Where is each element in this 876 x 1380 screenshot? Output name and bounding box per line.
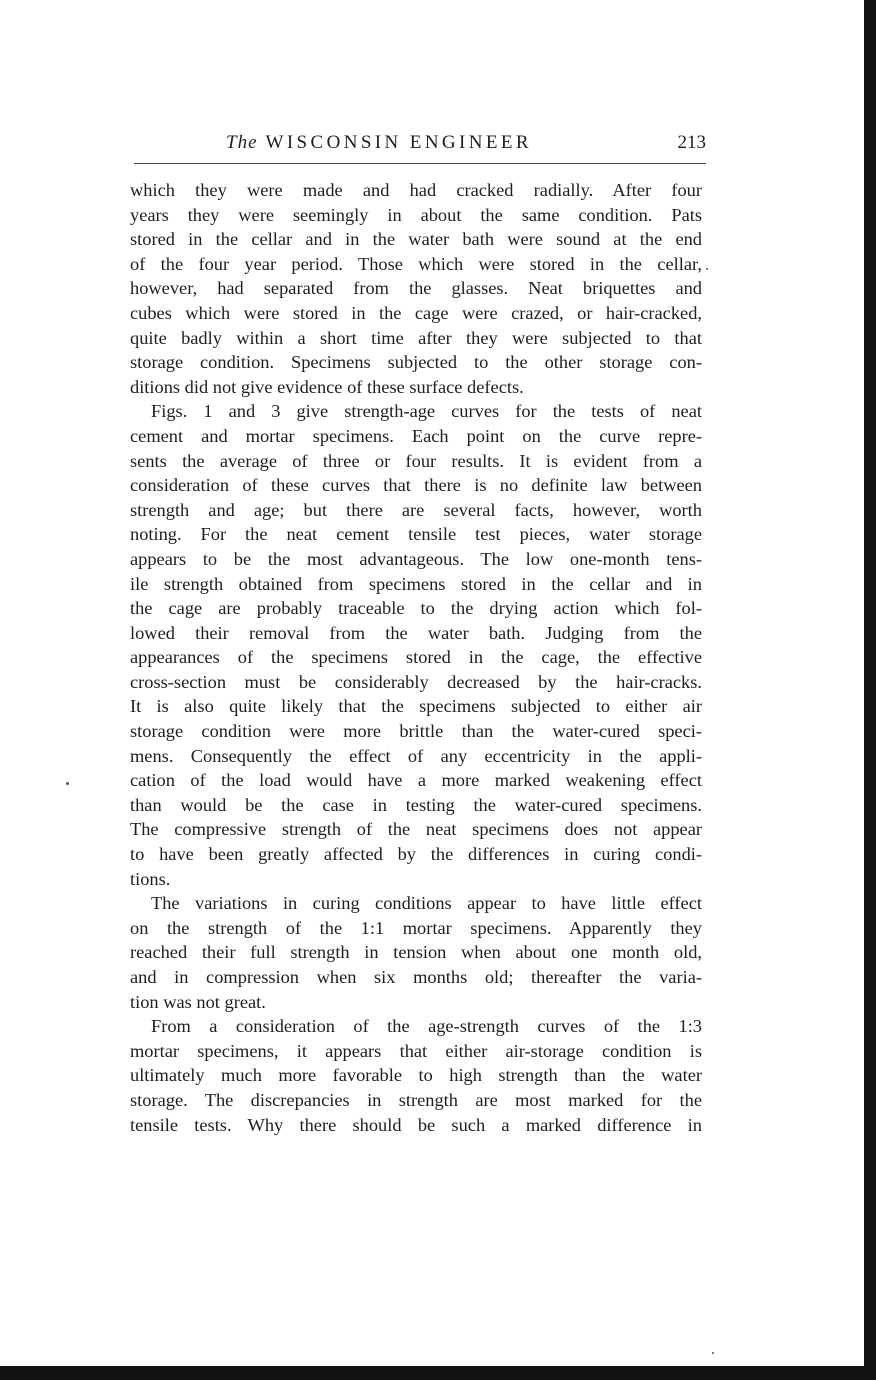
text-line: of the four year period. Those which were stored in the cellar, — [130, 253, 702, 274]
text-line: storage condition. Specimens subjected to the other storage con- — [130, 352, 702, 373]
text-line: mens. Consequently the effect of any eccentricity in the appli- — [130, 745, 702, 766]
text-line: which they were made and had cracked radially. After four — [130, 180, 702, 200]
text-line: stored in the cellar and in the water bath were sound at the end — [130, 229, 702, 250]
text-line: appears to be the most advantageous. The low one-month tens- — [130, 548, 702, 569]
text-line: From a consideration of the age-strength curves of the 1:3 — [151, 1016, 702, 1037]
text-line: consideration of these curves that there is no definite law between — [130, 475, 702, 496]
text-line: reached their full strength in tension when about one month old, — [130, 942, 702, 963]
text-line: however, had separated from the glasses. Neat briquettes and — [130, 278, 702, 299]
text-line: storage. The discrepancies in strength are most marked for the — [130, 1089, 702, 1110]
text-line: It is also quite likely that the specimens subjected to either air — [130, 696, 702, 717]
text-line: ditions did not give evidence of these surface defects. — [130, 376, 524, 397]
scan-right-edge — [864, 0, 876, 1380]
text-line: than would be the case in testing the water-cured specimens. — [130, 794, 702, 815]
text-line: on the strength of the 1:1 mortar specimens. Apparently they — [130, 917, 702, 938]
text-line: appearances of the specimens stored in the cage, the effective — [130, 647, 702, 668]
text-line: tensile tests. Why there should be such a marked difference in — [130, 1114, 702, 1135]
text-line: cation of the load would have a more marked weakening effect — [130, 770, 702, 791]
text-line: The variations in curing conditions appear to have little effect — [151, 893, 702, 914]
body-text — [130, 178, 702, 1137]
text-line: tion was not great. — [130, 991, 266, 1012]
text-line: Figs. 1 and 3 give strength-age curves for the tests of neat — [151, 401, 702, 422]
header-rule — [134, 163, 706, 164]
text-line: to have been greatly affected by the differences in curing condi- — [130, 844, 702, 865]
text-line: cubes which were stored in the cage were crazed, or hair-cracked, — [130, 302, 702, 323]
text-line: cement and mortar specimens. Each point on the curve repre- — [130, 425, 702, 446]
text-line: cross-section must be considerably decreased by the hair-cracks. — [130, 671, 702, 692]
scan-speck — [712, 1352, 714, 1354]
text-line: lowed their removal from the water bath. Judging from the — [130, 622, 702, 643]
text-line: noting. For the neat cement tensile test pieces, water storage — [130, 524, 702, 545]
scan-speck — [706, 268, 708, 270]
text-line: strength and age; but there are several facts, however, worth — [130, 499, 702, 520]
text-line: years they were seemingly in about the same condition. Pats — [130, 204, 702, 225]
running-header — [134, 132, 706, 158]
text-line: tions. — [130, 868, 171, 889]
scan-speck — [66, 782, 69, 785]
text-line: ile strength obtained from specimens stored in the cellar and in — [130, 573, 702, 594]
text-line: mortar specimens, it appears that either air-storage condition is — [130, 1040, 702, 1061]
text-line: The compressive strength of the neat specimens does not appear — [130, 819, 702, 840]
journal-title-name: WISCONSIN ENGINEER — [265, 132, 532, 153]
text-line: the cage are probably traceable to the drying action which fol- — [130, 598, 702, 619]
scan-bottom-edge — [0, 1366, 876, 1380]
text-line: ultimately much more favorable to high strength than the water — [130, 1065, 702, 1086]
text-line: quite badly within a short time after they were subjected to that — [130, 327, 702, 348]
page-number: 213 — [677, 132, 706, 153]
journal-title-article: The — [226, 132, 258, 153]
text-line: storage condition were more brittle than the water-cured speci- — [130, 721, 702, 742]
journal-title — [226, 132, 532, 154]
text-line: sents the average of three or four results. It is evident from a — [130, 450, 702, 471]
text-line: and in compression when six months old; thereafter the varia- — [130, 967, 702, 987]
